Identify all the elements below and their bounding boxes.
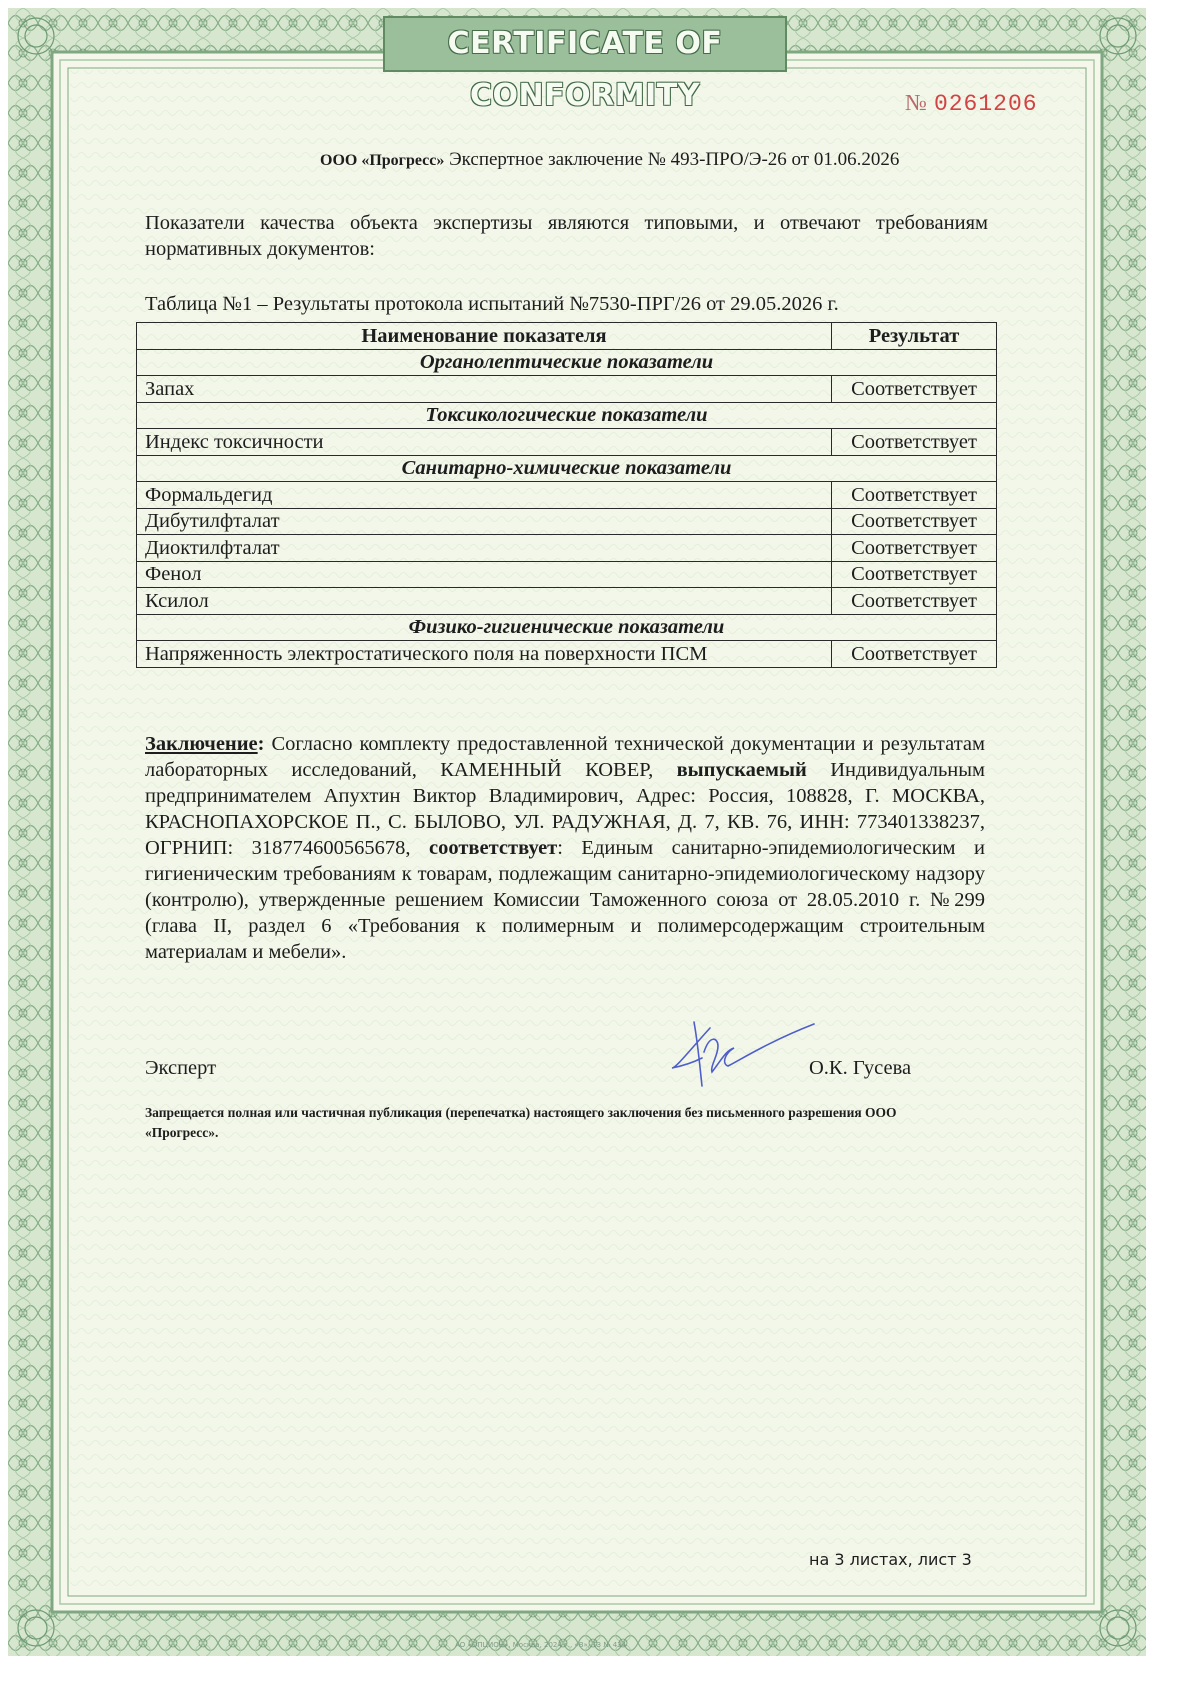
table-row bbox=[137, 508, 997, 535]
certificate-title-banner bbox=[383, 16, 787, 113]
indicator-result: Соответствует bbox=[832, 588, 997, 615]
certificate-title: CERTIFICATE OF CONFORMITY bbox=[447, 26, 723, 113]
indicator-name: Запах bbox=[137, 376, 832, 403]
certificate-serial-number bbox=[905, 90, 1038, 117]
publication-notice: Запрещается полная или частичная публикация (перепечатка) настоящего заключения без письменного разрешения ООО «Прогресс». bbox=[145, 1105, 897, 1140]
indicator-name: Дибутилфталат bbox=[137, 508, 832, 535]
indicator-name: Формальдегид bbox=[137, 482, 832, 509]
conclusion-colon: : bbox=[257, 733, 265, 755]
table-caption: Таблица №1 – Результаты протокола испытаний №7530-ПРГ/26 от 29.05.2026 г. bbox=[145, 293, 839, 315]
expert-opinion-header bbox=[320, 149, 986, 171]
indicator-result: Соответствует bbox=[832, 641, 997, 668]
table-row bbox=[137, 429, 997, 456]
conclusion-text-3: : Единым санитарно-эпидемиологическим и гигиеническим требованиям к товарам, подлежащим санитарно-эпидемиологическому надзору (контролю), утвержденные решением Комиссии Таможенного союза от 28.05.2010 г. №299 (глава II, раздел 6 «Требования к полимерным и полимерсодержащим строительным материалам и мебели». bbox=[145, 837, 985, 963]
conclusion-emphasis-1: выпускаемый bbox=[676, 759, 807, 781]
group-row bbox=[137, 349, 997, 376]
indicator-result: Соответствует bbox=[832, 429, 997, 456]
conclusion-emphasis-2: соответствует bbox=[429, 837, 558, 859]
column-header-result: Результат bbox=[832, 323, 997, 350]
indicator-result: Соответствует bbox=[832, 508, 997, 535]
group-title: Физико-гигиенические показатели bbox=[137, 614, 997, 641]
conclusion-text-2: Индивидуальным предпринимателем Апухтин Виктор Владимирович, Адрес: Россия, 108828, Г. МОСКВА, КРАСНОПАХОРСКОЕ П., С. БЫЛОВО, УЛ. РАДУЖНАЯ, Д. 7, КВ. 76, ИНН: 773401338237, ОГРНИП: 318774600565678, bbox=[145, 759, 986, 859]
test-results-table bbox=[136, 322, 997, 668]
intro-paragraph: Показатели качества объекта экспертизы являются типовыми, и отвечают требованиям нормативных документов: bbox=[145, 212, 988, 260]
table-row bbox=[137, 561, 997, 588]
column-header-name: Наименование показателя bbox=[137, 323, 832, 350]
table-row bbox=[137, 482, 997, 509]
table-row bbox=[137, 588, 997, 615]
group-title: Органолептические показатели bbox=[137, 349, 997, 376]
indicator-name: Фенол bbox=[137, 561, 832, 588]
table-row bbox=[137, 641, 997, 668]
number-sign: № bbox=[905, 90, 928, 115]
group-row bbox=[137, 402, 997, 429]
indicator-name: Индекс токсичности bbox=[137, 429, 832, 456]
printer-imprint: АО «ОПЦИОН», Москва, 2024 г., «В», ТЗ № 434 bbox=[455, 1641, 627, 1649]
conclusion-label: Заключение bbox=[145, 733, 258, 755]
serial-value: 0261206 bbox=[933, 91, 1038, 117]
handwritten-signature bbox=[668, 1010, 818, 1090]
indicator-result: Соответствует bbox=[832, 535, 997, 562]
expert-label: Эксперт bbox=[145, 1057, 217, 1079]
group-row bbox=[137, 455, 997, 482]
table-row bbox=[137, 535, 997, 562]
conclusion-text-1: Согласно комплекту предоставленной технической документации и результатам лабораторных исследований, КАМЕННЫЙ КОВЕР, bbox=[145, 733, 985, 781]
indicator-name: Напряженность электростатического поля на поверхности ПСМ bbox=[137, 641, 832, 668]
table-header-row bbox=[137, 323, 997, 350]
indicator-result: Соответствует bbox=[832, 376, 997, 403]
page-counter: на 3 листах, лист 3 bbox=[809, 1550, 972, 1569]
group-title: Санитарно-химические показатели bbox=[137, 455, 997, 482]
indicator-name: Диоктилфталат bbox=[137, 535, 832, 562]
expert-opinion-number: Экспертное заключение № 493-ПРО/Э-26 от 01.06.2026 bbox=[449, 149, 900, 170]
indicator-name: Ксилол bbox=[137, 588, 832, 615]
group-row bbox=[137, 614, 997, 641]
table-row bbox=[137, 376, 997, 403]
indicator-result: Соответствует bbox=[832, 482, 997, 509]
expert-name: О.К. Гусева bbox=[809, 1057, 912, 1079]
organization-name: ООО «Прогресс» bbox=[320, 152, 445, 169]
indicator-result: Соответствует bbox=[832, 561, 997, 588]
conclusion-paragraph bbox=[145, 731, 985, 993]
group-title: Токсикологические показатели bbox=[137, 402, 997, 429]
